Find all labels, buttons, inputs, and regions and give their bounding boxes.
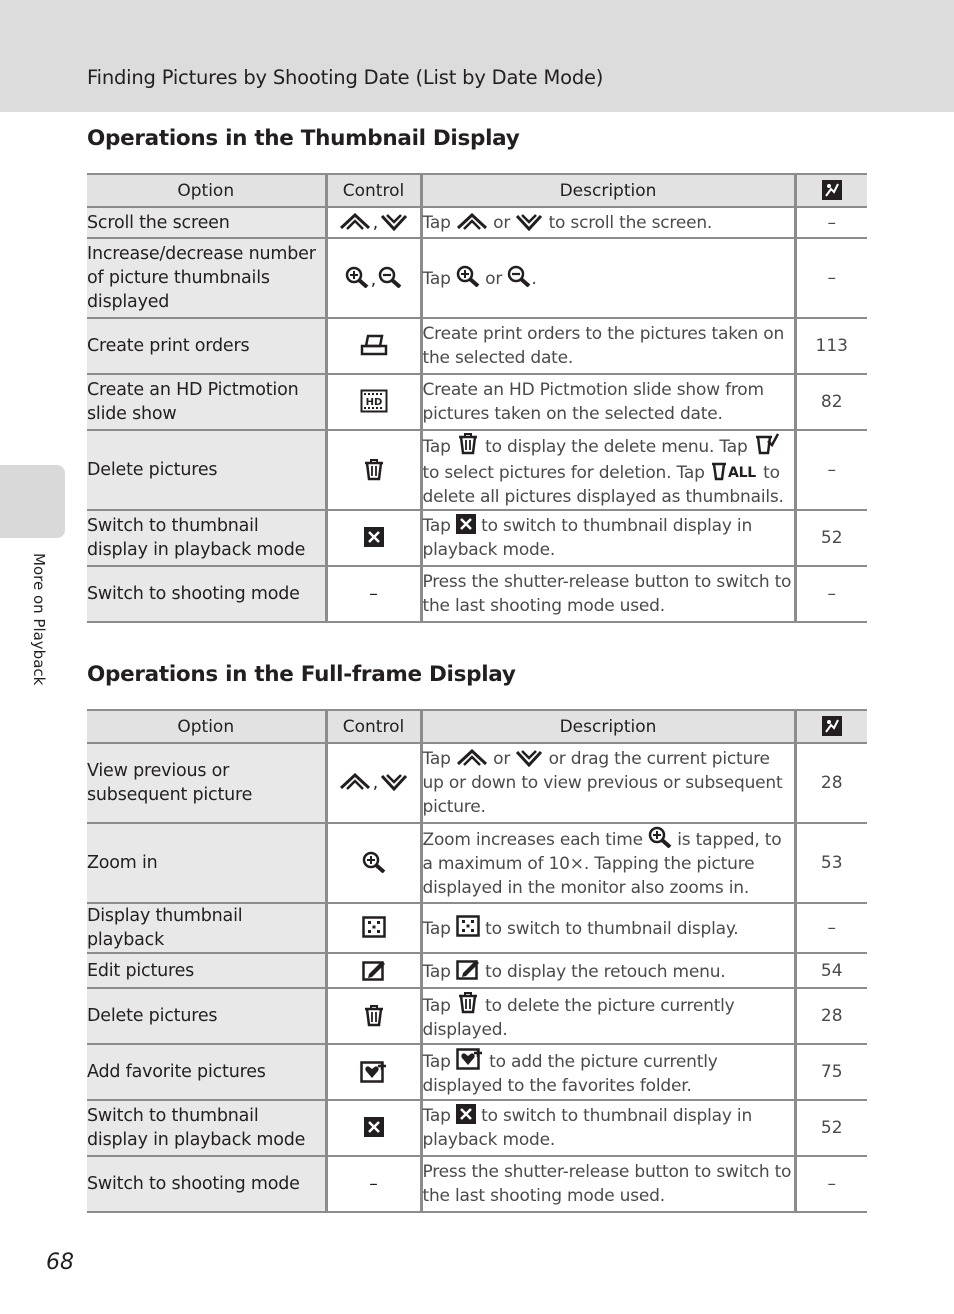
description-text: Tap — [422, 437, 451, 457]
page-reference-cell: 28 — [795, 988, 867, 1044]
section-heading-thumbnail: Operations in the Thumbnail Display — [87, 126, 520, 151]
page-reference-cell: – — [795, 207, 867, 238]
scroll-down-icon — [515, 749, 543, 767]
page-reference-cell: 75 — [795, 1044, 867, 1100]
description-text: to delete all pictures displayed as thumbnails. — [422, 463, 784, 507]
description-text: Tap — [422, 516, 451, 536]
column-header-reference — [795, 710, 867, 743]
retouch-icon — [456, 958, 480, 980]
description-cell — [421, 566, 795, 622]
scroll-up-icon — [339, 213, 371, 231]
description-text: Create an HD Pictmotion slide show from pictures taken on the selected date. — [422, 380, 764, 424]
trash-select-icon — [753, 431, 779, 455]
description-text: or drag the current picture up or down to view previous or subsequent picture. — [422, 749, 783, 817]
description-cell — [421, 743, 795, 823]
page-reference-cell: 54 — [795, 953, 867, 988]
column-header-description: Description — [421, 710, 795, 743]
hd-pictmotion-icon — [360, 389, 388, 413]
table-row — [87, 988, 867, 1044]
description-cell — [421, 903, 795, 953]
thumbnail-grid-icon — [456, 915, 480, 937]
option-cell: Switch to thumbnail display in playback mode — [87, 510, 326, 566]
description-text: Tap — [422, 1052, 451, 1072]
control-cell — [326, 318, 421, 374]
trash-icon — [362, 457, 386, 481]
trash-icon — [456, 431, 480, 455]
side-tab — [0, 465, 65, 538]
option-cell: Edit pictures — [87, 953, 326, 988]
scroll-down-icon — [380, 773, 408, 791]
trash-all-icon — [710, 459, 758, 481]
thumbnail-grid-icon — [362, 916, 386, 938]
table-row — [87, 374, 867, 430]
column-header-option: Option — [87, 710, 326, 743]
description-text: to switch to thumbnail display. — [485, 919, 739, 939]
option-cell: Scroll the screen — [87, 207, 326, 238]
description-cell — [421, 1100, 795, 1156]
table-header-row — [87, 174, 867, 207]
option-cell: Display thumbnail playback — [87, 903, 326, 953]
option-cell: Add favorite pictures — [87, 1044, 326, 1100]
table-row — [87, 566, 867, 622]
description-text: to switch to thumbnail display in playback mode. — [422, 1106, 753, 1150]
description-text: or — [493, 749, 511, 769]
scroll-up-icon — [339, 773, 371, 791]
table-row — [87, 1156, 867, 1212]
table-row — [87, 743, 867, 823]
zoom-in-icon — [648, 826, 672, 848]
thumbnail-operations-table — [87, 173, 867, 623]
close-icon — [456, 514, 476, 534]
side-tab-label: More on Playback — [30, 553, 48, 686]
control-cell — [326, 566, 421, 622]
description-cell — [421, 510, 795, 566]
table-row — [87, 207, 867, 238]
option-cell: Switch to shooting mode — [87, 566, 326, 622]
option-cell: Increase/decrease number of picture thumbnails displayed — [87, 238, 326, 318]
control-none: – — [369, 584, 378, 604]
description-text: Tap — [422, 212, 451, 233]
control-cell — [326, 374, 421, 430]
page-reference-icon — [822, 716, 842, 736]
page-reference-cell: 52 — [795, 1100, 867, 1156]
description-text: to delete the picture currently displayed. — [422, 996, 735, 1040]
page-reference-cell: 52 — [795, 510, 867, 566]
description-text: or — [493, 212, 511, 233]
option-cell: Create print orders — [87, 318, 326, 374]
description-text: to scroll the screen. — [548, 212, 713, 233]
page-number: 68 — [46, 1250, 74, 1275]
description-cell — [421, 1044, 795, 1100]
description-text: Press the shutter-release button to switch to the last shooting mode used. — [422, 1162, 792, 1206]
description-text: Zoom increases each time — [422, 830, 643, 850]
page-reference-cell: 113 — [795, 318, 867, 374]
retouch-icon — [362, 959, 386, 981]
trash-icon — [362, 1003, 386, 1027]
svg-text:ALL: ALL — [727, 465, 756, 481]
page-reference-cell: – — [795, 903, 867, 953]
svg-text:HD: HD — [365, 397, 382, 408]
section-heading-fullframe: Operations in the Full-frame Display — [87, 662, 516, 687]
column-header-control: Control — [326, 174, 421, 207]
control-cell — [326, 823, 421, 903]
column-header-reference — [795, 174, 867, 207]
option-cell: View previous or subsequent picture — [87, 743, 326, 823]
table-header-row — [87, 710, 867, 743]
table-row — [87, 318, 867, 374]
description-text: to display the retouch menu. — [485, 961, 726, 982]
option-cell: Switch to shooting mode — [87, 1156, 326, 1212]
table-row — [87, 1100, 867, 1156]
description-text: or — [485, 269, 503, 289]
column-header-description: Description — [421, 174, 795, 207]
page-reference-cell: 53 — [795, 823, 867, 903]
page-reference-cell: 82 — [795, 374, 867, 430]
description-cell — [421, 953, 795, 988]
description-cell — [421, 207, 795, 238]
description-cell — [421, 374, 795, 430]
table-row — [87, 238, 867, 318]
column-header-option: Option — [87, 174, 326, 207]
option-cell: Switch to thumbnail display in playback mode — [87, 1100, 326, 1156]
page-reference-cell: – — [795, 238, 867, 318]
control-cell — [326, 953, 421, 988]
table-row — [87, 823, 867, 903]
table-row — [87, 1044, 867, 1100]
favorites-add-icon — [360, 1059, 388, 1083]
zoom-in-icon — [345, 266, 369, 288]
control-cell — [326, 988, 421, 1044]
favorites-add-icon — [456, 1046, 484, 1070]
description-text: Tap — [422, 996, 451, 1016]
header-band — [0, 0, 954, 112]
page-reference-cell: – — [795, 566, 867, 622]
description-text: to select pictures for deletion. Tap — [422, 463, 705, 483]
page-reference-cell: – — [795, 1156, 867, 1212]
description-cell — [421, 1156, 795, 1212]
close-icon — [364, 1117, 384, 1137]
control-cell — [326, 1100, 421, 1156]
print-icon — [360, 334, 388, 356]
description-cell — [421, 430, 795, 510]
page-reference-cell: 28 — [795, 743, 867, 823]
control-cell — [326, 1044, 421, 1100]
close-icon — [364, 527, 384, 547]
trash-icon — [456, 990, 480, 1014]
running-header-title: Finding Pictures by Shooting Date (List by Date Mode) — [87, 66, 604, 89]
description-cell — [421, 823, 795, 903]
description-text: Tap — [422, 961, 451, 982]
control-cell — [326, 430, 421, 510]
description-text: Press the shutter-release button to switch to the last shooting mode used. — [422, 572, 792, 616]
control-cell — [326, 903, 421, 953]
description-cell — [421, 988, 795, 1044]
table-row — [87, 510, 867, 566]
description-text: Tap — [422, 749, 451, 769]
description-text: is tapped, to a maximum of 10×. Tapping the picture displayed in the monitor also zooms in. — [422, 830, 782, 898]
column-header-control: Control — [326, 710, 421, 743]
scroll-down-icon — [380, 213, 408, 231]
description-cell — [421, 318, 795, 374]
control-cell — [326, 1156, 421, 1212]
option-cell: Delete pictures — [87, 988, 326, 1044]
zoom-out-icon — [507, 265, 531, 287]
control-cell: , — [326, 207, 421, 238]
scroll-up-icon — [456, 213, 488, 231]
table-row — [87, 903, 867, 953]
description-text: Tap — [422, 1106, 451, 1126]
control-cell — [326, 510, 421, 566]
description-text: . — [531, 269, 537, 289]
control-cell: , — [326, 238, 421, 318]
scroll-up-icon — [456, 749, 488, 767]
page-reference-icon — [822, 180, 842, 200]
description-text: Tap — [422, 919, 451, 939]
control-none: – — [369, 1174, 378, 1194]
zoom-out-icon — [378, 266, 402, 288]
description-text: to display the delete menu. Tap — [485, 437, 748, 457]
description-text: to switch to thumbnail display in playback mode. — [422, 516, 753, 560]
scroll-down-icon — [515, 213, 543, 231]
option-cell: Delete pictures — [87, 430, 326, 510]
fullframe-operations-table — [87, 709, 867, 1213]
page-reference-cell: – — [795, 430, 867, 510]
close-icon — [456, 1104, 476, 1124]
table-row — [87, 430, 867, 510]
zoom-in-icon — [362, 851, 386, 873]
option-cell: Create an HD Pictmotion slide show — [87, 374, 326, 430]
description-text: to add the picture currently displayed to the favorites folder. — [422, 1052, 718, 1096]
description-text: Create print orders to the pictures taken on the selected date. — [422, 324, 785, 368]
option-cell: Zoom in — [87, 823, 326, 903]
control-cell: , — [326, 743, 421, 823]
description-cell — [421, 238, 795, 318]
zoom-in-icon — [456, 265, 480, 287]
description-text: Tap — [422, 269, 451, 289]
table-row — [87, 953, 867, 988]
